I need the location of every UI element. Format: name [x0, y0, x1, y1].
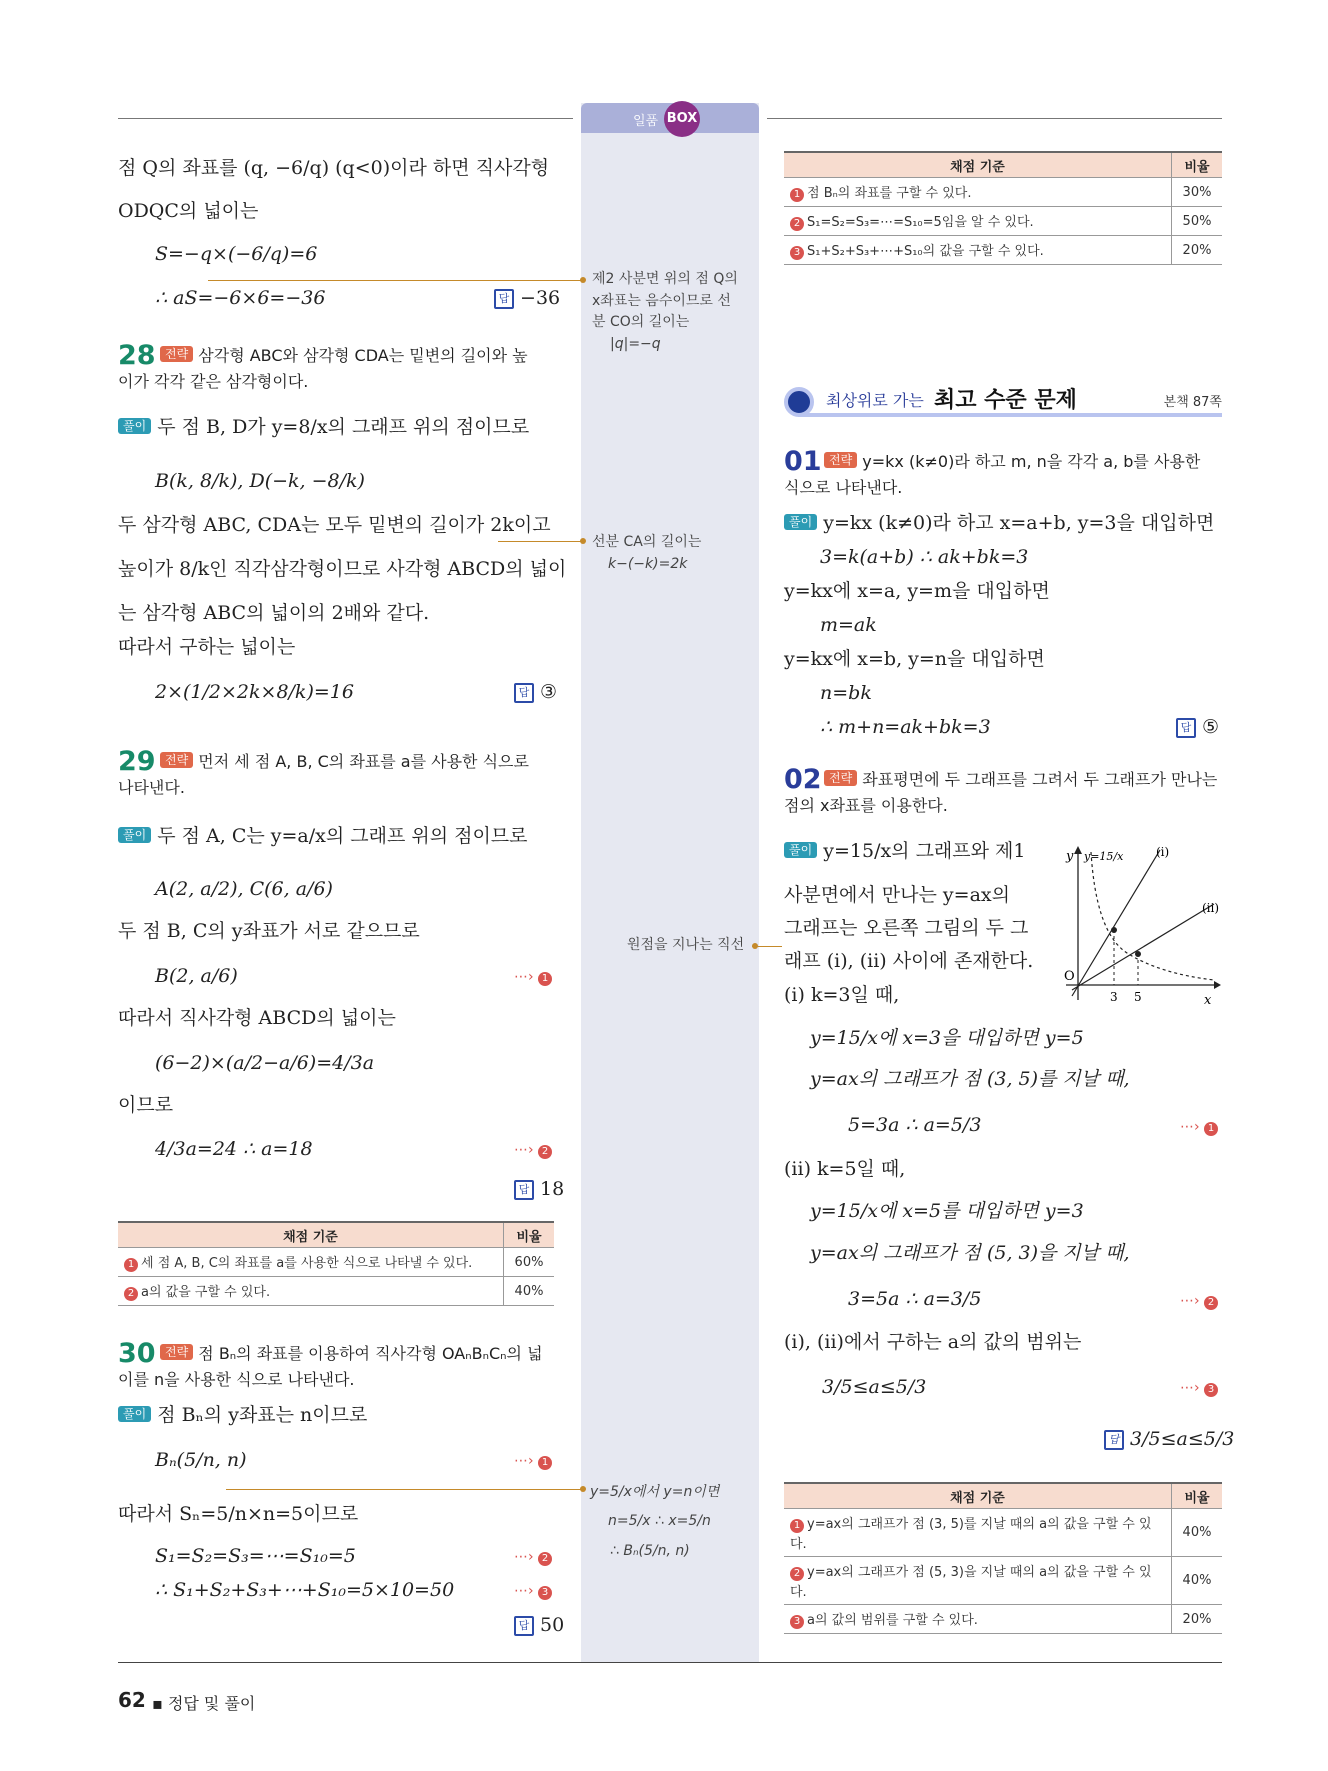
grading-table-30	[784, 151, 1222, 265]
p30-step2: Bₙ(5/n, n)	[155, 1449, 247, 1471]
p27-line4: ∴ aS=−6×6=−36	[155, 287, 326, 309]
p30-answer-value: 50	[540, 1614, 565, 1636]
p28-step1-text: 두 점 B, D가 y=8/x의 그래프 위의 점이므로	[157, 416, 530, 438]
line-i	[1072, 850, 1160, 996]
side-note-4: y=5/x에서 y=n이면 n=5/x ∴ x=5/n ∴ Bₙ(5/n, n)	[590, 1484, 720, 1559]
section-header	[784, 385, 1222, 419]
q02-strategy-2: 점의 x좌표를 이용한다.	[784, 796, 948, 815]
criterion-ratio: 60%	[504, 1248, 555, 1277]
footer-title-text: 정답 및 풀이	[167, 1694, 256, 1713]
criterion-text: a의 값의 범위를 구할 수 있다.	[807, 1613, 978, 1628]
p28-number: 28	[118, 340, 156, 371]
strategy-badge: 전략	[160, 1344, 193, 1360]
criterion-ratio: 40%	[1172, 1557, 1223, 1605]
section-title: 최고 수준 문제	[934, 388, 1077, 413]
p29-answer	[514, 1178, 564, 1201]
line-ii-label: (ii)	[1202, 901, 1220, 915]
p30-step4: S₁=S₂=S₃=⋯=S₁₀=5	[155, 1545, 356, 1567]
table-row: 3 a의 값의 범위를 구할 수 있다. 20%	[784, 1605, 1222, 1634]
ratio-header: 비율	[1172, 1483, 1223, 1509]
table-row: 2 y=ax의 그래프가 점 (5, 3)을 지날 때의 a의 값을 구할 수 있다. 40%	[784, 1557, 1222, 1605]
q01-answer-value: ⑤	[1202, 716, 1220, 738]
table-row: 2 a의 값을 구할 수 있다. 40%	[118, 1277, 554, 1306]
q01-step2: 3=k(a+b) ∴ ak+bk=3	[820, 546, 1029, 568]
criterion-text: y=ax의 그래프가 점 (5, 3)을 지날 때의 a의 값을 구할 수 있다.	[790, 1565, 1152, 1600]
solution-badge: 풀이	[118, 1406, 151, 1422]
q02-step1-text: y=15/x의 그래프와 제1	[823, 840, 1026, 862]
leader-dot	[580, 538, 586, 544]
footer-rule	[118, 1662, 1222, 1663]
leader-line	[226, 1489, 583, 1490]
x-label: x	[1204, 993, 1212, 1008]
point-3-5	[1111, 927, 1117, 933]
leader-line	[208, 280, 583, 281]
answer-icon: 답	[514, 1180, 534, 1200]
curve-hyperbola	[1091, 852, 1214, 980]
strategy-badge: 전략	[160, 346, 193, 362]
leader-dot	[580, 1486, 586, 1492]
p30-number: 30	[118, 1338, 156, 1369]
p30-step1-text: 점 Bₙ의 y좌표는 n이므로	[157, 1404, 368, 1426]
q02-step5: (i) k=3일 때,	[784, 984, 900, 1006]
table-row: 2 S₁=S₂=S₃=⋯=S₁₀=5임을 알 수 있다. 50%	[784, 207, 1222, 236]
strategy-badge: 전략	[824, 452, 857, 468]
p28-answer	[514, 681, 557, 704]
p29-step1	[118, 825, 528, 848]
side-note-1: 제2 사분면 위의 점 Q의 x좌표는 음수이므로 선 분 CO의 길이는 |q|=−q	[592, 271, 738, 353]
step-marker-1: ⋯› 1	[1180, 1119, 1218, 1136]
p30-strategy	[160, 1344, 543, 1363]
q02-step9: (ii) k=5일 때,	[784, 1158, 906, 1180]
p28-answer-value: ③	[540, 681, 558, 703]
grading-table-02	[784, 1482, 1222, 1634]
box-tab-label: 일품	[633, 114, 659, 129]
q01-step5: y=kx에 x=b, y=n을 대입하면	[784, 648, 1045, 670]
p29-strategy-text: 먼저 세 점 A, B, C의 좌표를 a를 사용한 식으로	[198, 752, 529, 771]
criterion-ratio: 50%	[1172, 207, 1223, 236]
line-i-label: (i)	[1156, 845, 1170, 859]
strategy-badge: 전략	[824, 770, 857, 786]
p28-step5: 는 삼각형 ABC의 넓이의 2배와 같다.	[118, 602, 430, 624]
section-page-ref: 본책 87쪽	[1163, 395, 1222, 410]
q01-strategy-2: 식으로 나타낸다.	[784, 478, 903, 497]
q02-step2: 사분면에서 만나는 y=ax의	[784, 884, 1010, 906]
tick-5-label: 5	[1134, 990, 1142, 1004]
criterion-ratio: 20%	[1172, 1605, 1223, 1634]
p29-step2: A(2, a/2), C(6, a/6)	[155, 878, 333, 900]
function-graph	[1064, 840, 1222, 1010]
p30-strategy-text: 점 Bₙ의 좌표를 이용하여 직사각형 OAₙBₙCₙ의 넓	[198, 1344, 543, 1363]
table-row: 1 세 점 A, B, C의 좌표를 a를 사용한 식으로 나타낼 수 있다. 60%	[118, 1248, 554, 1277]
q02-step11: y=ax의 그래프가 점 (5, 3)을 지날 때,	[810, 1242, 1130, 1264]
criterion-ratio: 40%	[504, 1277, 555, 1306]
q01-step4: m=ak	[820, 614, 877, 636]
q01-answer	[1176, 716, 1219, 739]
p28-step2: B(k, 8/k), D(−k, −8/k)	[155, 470, 365, 492]
p29-step8: 4/3a=24 ∴ a=18	[155, 1138, 313, 1160]
p29-answer-value: 18	[540, 1178, 565, 1200]
p28-step1	[118, 416, 529, 439]
p28-strategy-text: 삼각형 ABC와 삼각형 CDA는 밑변의 길이와 높	[198, 346, 528, 365]
p29-step7: 이므로	[118, 1094, 174, 1116]
footer-title: ▪ 정답 및 풀이	[152, 1694, 256, 1713]
criterion-ratio: 40%	[1172, 1509, 1223, 1557]
q02-step3: 그래프는 오른쪽 그림의 두 그	[784, 917, 1029, 939]
p29-number: 29	[118, 746, 156, 777]
criterion-ratio: 30%	[1172, 178, 1223, 207]
grading-table-29	[118, 1221, 554, 1306]
p29-step1-text: 두 점 A, C는 y=a/x의 그래프 위의 점이므로	[157, 825, 528, 847]
criterion-text: 세 점 A, B, C의 좌표를 a를 사용한 식으로 나타낼 수 있다.	[141, 1256, 473, 1271]
step-marker-1: ⋯› 1	[514, 1453, 552, 1470]
grading-header: 채점 기준	[784, 1483, 1172, 1509]
answer-icon: 답	[514, 683, 534, 703]
p28-step6: 따라서 구하는 넓이는	[118, 636, 296, 658]
table-row: 1 점 Bₙ의 좌표를 구할 수 있다. 30%	[784, 178, 1222, 207]
q02-step10: y=15/x에 x=5를 대입하면 y=3	[810, 1200, 1084, 1222]
q02-strategy	[824, 770, 1217, 789]
q01-step3: y=kx에 x=a, y=m을 대입하면	[784, 580, 1050, 602]
answer-icon: 답	[494, 289, 514, 309]
p30-step3: 따라서 Sₙ=5/n×n=5이므로	[118, 1503, 359, 1525]
p29-step6: (6−2)×(a/2−a/6)=4/3a	[155, 1052, 375, 1074]
leader-dot	[580, 277, 586, 283]
point-5-3	[1135, 951, 1141, 957]
table-row: 3 S₁+S₂+S₃+⋯+S₁₀의 값을 구할 수 있다. 20%	[784, 236, 1222, 265]
p29-strategy-2: 나타낸다.	[118, 778, 185, 797]
solution-badge: 풀이	[784, 514, 817, 530]
side-note-3: 원점을 지나는 직선	[627, 937, 745, 953]
answer-icon: 답	[1176, 718, 1196, 738]
criterion-text: y=ax의 그래프가 점 (3, 5)를 지날 때의 a의 값을 구할 수 있다.	[790, 1517, 1152, 1552]
ratio-header: 비율	[1172, 152, 1223, 178]
q01-step6: n=bk	[820, 682, 872, 704]
q02-step1	[784, 840, 1025, 863]
curve-label: y=15/x	[1084, 850, 1124, 863]
q01-step1-text: y=kx (k≠0)라 하고 x=a+b, y=3을 대입하면	[823, 512, 1215, 534]
grading-header: 채점 기준	[784, 152, 1172, 178]
tick-3-label: 3	[1110, 990, 1118, 1004]
step-marker-1: ⋯› 1	[514, 969, 552, 986]
criterion-ratio: 20%	[1172, 236, 1223, 265]
leader-dot	[752, 943, 758, 949]
p27-answer	[494, 287, 560, 310]
step-marker-2: ⋯› 2	[514, 1549, 552, 1566]
q01-strategy-text: y=kx (k≠0)라 하고 m, n을 각각 a, b를 사용한	[862, 452, 1201, 471]
q02-answer	[1104, 1428, 1234, 1451]
header-rule-right	[767, 118, 1222, 119]
ratio-header: 비율	[504, 1222, 555, 1248]
answer-icon: 답	[514, 1616, 534, 1636]
step-marker-3: ⋯› 3	[1180, 1380, 1218, 1397]
q01-number: 01	[784, 446, 822, 477]
q02-number: 02	[784, 764, 822, 795]
solution-badge: 풀이	[118, 827, 151, 843]
p29-step3: 두 점 B, C의 y좌표가 서로 같으므로	[118, 920, 420, 942]
header-rule-left	[118, 118, 573, 119]
criterion-text: a의 값을 구할 수 있다.	[141, 1285, 271, 1300]
p29-step4: B(2, a/6)	[155, 965, 238, 987]
criterion-text: S₁=S₂=S₃=⋯=S₁₀=5임을 알 수 있다.	[807, 215, 1034, 230]
criterion-text: S₁+S₂+S₃+⋯+S₁₀의 값을 구할 수 있다.	[807, 244, 1044, 259]
step-marker-3: ⋯› 3	[514, 1583, 552, 1600]
p28-strategy	[160, 346, 528, 365]
q02-step6: y=15/x에 x=3을 대입하면 y=5	[810, 1027, 1084, 1049]
box-badge: BOX	[664, 101, 700, 137]
q01-step1	[784, 512, 1214, 535]
p27-line1: 점 Q의 좌표를 (q, −6/q) (q<0)이라 하면 직사각형	[118, 157, 550, 179]
q02-step13: (i), (ii)에서 구하는 a의 값의 범위는	[784, 1331, 1082, 1353]
q02-step12: 3=5a ∴ a=3/5	[848, 1288, 982, 1310]
side-note-2: 선분 CA의 길이는 k−(−k)=2k	[592, 534, 702, 572]
p28-step4: 높이가 8/k인 직각삼각형이므로 사각형 ABCD의 넓이	[118, 558, 567, 580]
table-row: 1 y=ax의 그래프가 점 (3, 5)를 지날 때의 a의 값을 구할 수 있다. 40%	[784, 1509, 1222, 1557]
strategy-badge: 전략	[160, 752, 193, 768]
q02-strategy-text: 좌표평면에 두 그래프를 그려서 두 그래프가 만나는	[862, 770, 1218, 789]
x-axis-arrow	[1214, 981, 1221, 989]
step-marker-2: ⋯› 2	[514, 1142, 552, 1159]
q02-step4: 래프 (i), (ii) 사이에 존재한다.	[784, 950, 1034, 972]
p27-line3: S=−q×(−6/q)=6	[155, 243, 318, 265]
section-prefix: 최상위로 가는	[826, 391, 924, 410]
p27-line2: ODQC의 넓이는	[118, 200, 259, 222]
p30-answer	[514, 1614, 564, 1637]
solution-badge: 풀이	[784, 842, 817, 858]
p29-strategy	[160, 752, 529, 771]
page-number: 62	[118, 1688, 146, 1712]
grading-header: 채점 기준	[118, 1222, 504, 1248]
p30-strategy-2: 이를 n을 사용한 식으로 나타낸다.	[118, 1370, 355, 1389]
y-axis-arrow	[1074, 846, 1082, 854]
q01-step7: ∴ m+n=ak+bk=3	[820, 716, 991, 738]
q02-step14: 3/5≤a≤5/3	[822, 1376, 927, 1398]
solution-badge: 풀이	[118, 418, 151, 434]
p27-answer-value: −36	[520, 287, 561, 309]
q01-strategy	[824, 452, 1200, 471]
q02-step8: 5=3a ∴ a=5/3	[848, 1114, 982, 1136]
q02-answer-value: 3/5≤a≤5/3	[1130, 1428, 1235, 1450]
p28-step7: 2×(1/2×2k×8/k)=16	[155, 681, 354, 703]
answer-icon: 답	[1104, 1430, 1124, 1450]
origin-label: O	[1064, 969, 1075, 984]
criterion-text: 점 Bₙ의 좌표를 구할 수 있다.	[807, 186, 972, 201]
leader-line	[498, 541, 583, 542]
p28-strategy-2: 이가 각각 같은 삼각형이다.	[118, 372, 309, 391]
y-label: y	[1066, 849, 1074, 864]
p30-step5: ∴ S₁+S₂+S₃+⋯+S₁₀=5×10=50	[155, 1579, 455, 1601]
p29-step5: 따라서 직사각형 ABCD의 넓이는	[118, 1007, 396, 1029]
p28-step3: 두 삼각형 ABC, CDA는 모두 밑변의 길이가 2k이고	[118, 514, 551, 536]
q02-step7: y=ax의 그래프가 점 (3, 5)를 지날 때,	[810, 1068, 1130, 1090]
p30-step1	[118, 1404, 367, 1427]
step-marker-2: ⋯› 2	[1180, 1293, 1218, 1310]
